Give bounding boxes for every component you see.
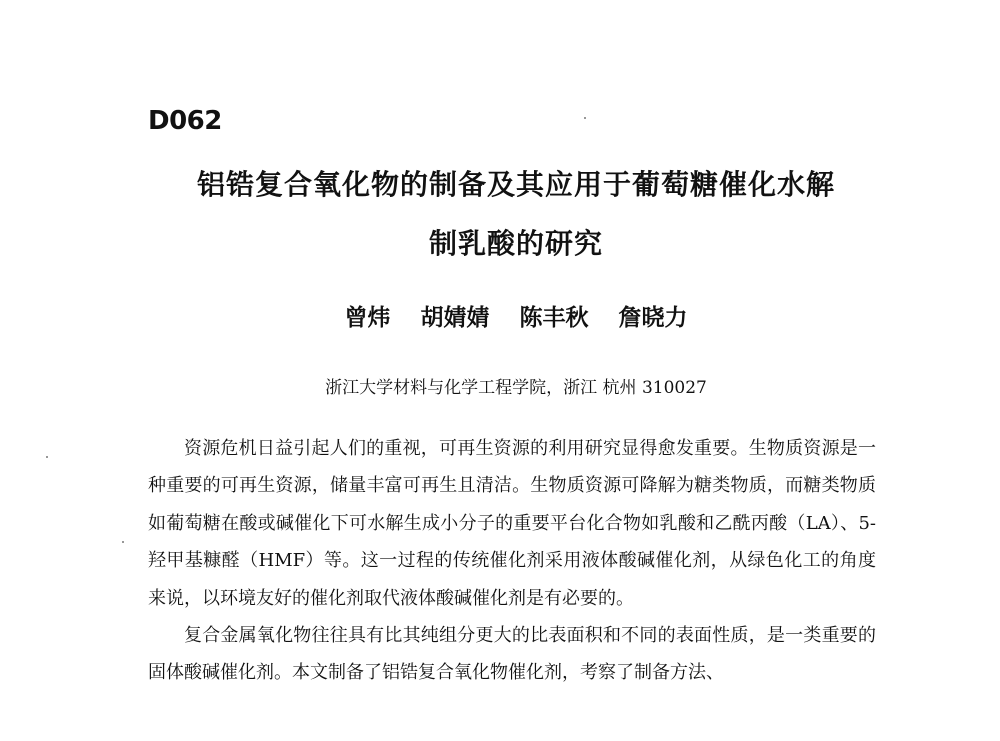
- affiliation: 浙江大学材料与化学工程学院，浙江 杭州 310027: [325, 378, 707, 398]
- body-paragraph: 资源危机日益引起人们的重视，可再生资源的利用研究显得愈发重要。生物质资源是一种重要的可再生资源，储量丰富可再生且清洁。生物质资源可降解为糖类物质，而糖类物质如葡萄糖在酸或碱催化下可水解生成小分子的重要平台化合物如乳酸和乙酰丙酸（LA）、5-羟甲基糠醛（HMF）等。这一过程的传统催化剂采用液体酸碱催化剂，从绿色化工的角度来说，以环境友好的催化剂取代液体酸碱催化剂是有必要的。: [148, 438, 876, 609]
- paper-title-line-2: 制乳酸的研究: [428, 227, 603, 260]
- abstract-body: [148, 430, 876, 692]
- author-name: 曾炜: [344, 305, 391, 331]
- author-name: 胡婧婧: [420, 305, 490, 331]
- body-paragraph: 复合金属氧化物往往具有比其纯组分更大的比表面积和不同的表面性质，是一类重要的固体酸碱催化剂。本文制备了铝锆复合氧化物催化剂，考察了制备方法、: [148, 625, 876, 684]
- paper-code: D062: [148, 106, 222, 136]
- author-name: 陈丰秋: [519, 305, 589, 331]
- paper-title-line-1: 铝锆复合氧化物的制备及其应用于葡萄糖催化水解: [196, 168, 835, 201]
- scan-speck: [584, 117, 586, 119]
- author-name: 詹晓力: [618, 305, 688, 331]
- scan-speck: [46, 456, 48, 458]
- author-list: [16, 302, 1000, 334]
- scan-speck: [122, 541, 124, 543]
